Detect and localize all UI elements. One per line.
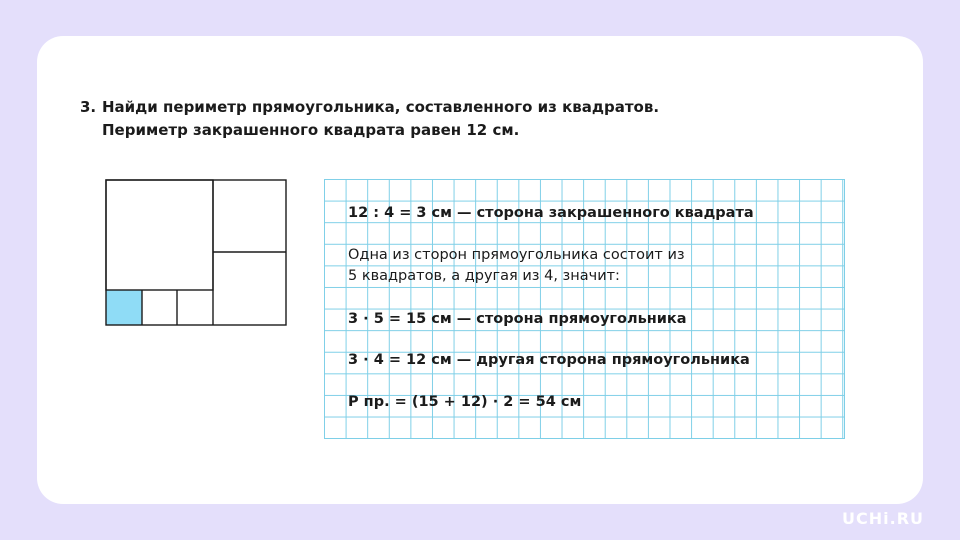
task-line-1 bbox=[80, 96, 659, 119]
solution-step-2: 3 · 5 = 15 см — сторона прямоугольника bbox=[348, 311, 687, 327]
squares-figure bbox=[105, 179, 287, 326]
task-line-2: Периметр закрашенного квадрата равен 12 см. bbox=[102, 121, 520, 139]
shaded-square bbox=[106, 290, 142, 325]
solution-step-4: P пр. = (15 + 12) · 2 = 54 см bbox=[348, 394, 582, 410]
task-statement bbox=[80, 96, 659, 142]
task-text-1: Найди периметр прямоугольника, составленного из квадратов. bbox=[102, 98, 660, 116]
large-square bbox=[106, 180, 213, 290]
solution-step-1: 12 : 4 = 3 см — сторона закрашенного квадрата bbox=[348, 205, 754, 221]
task-number: 3. bbox=[80, 98, 97, 116]
solution-text-1: Одна из сторон прямоугольника состоит из bbox=[348, 247, 685, 263]
solution-text-2: 5 квадратов, а другая из 4, значит: bbox=[348, 268, 620, 284]
solution-step-3: 3 · 4 = 12 см — другая сторона прямоугольника bbox=[348, 352, 750, 368]
brand-logo: UCHi.RU bbox=[842, 509, 924, 528]
